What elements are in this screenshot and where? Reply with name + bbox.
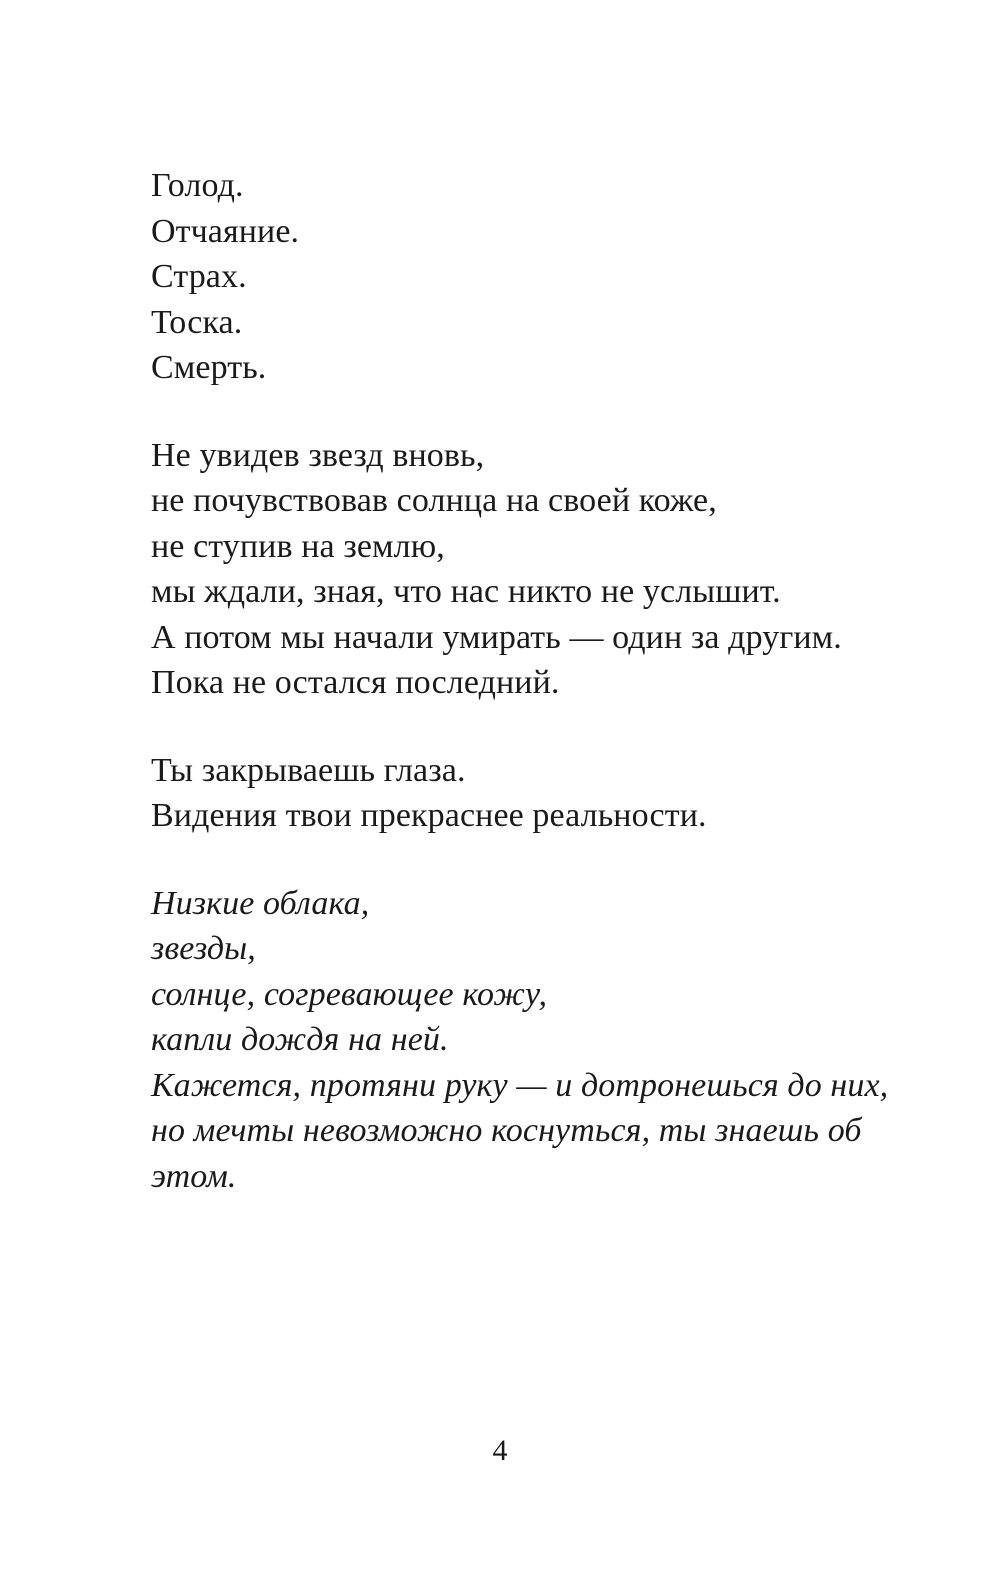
- stanza-line: Не увидев звезд вновь,: [151, 436, 485, 474]
- stanza-line: Отчаяние.: [151, 212, 300, 250]
- stanza-line: этом.: [151, 1157, 237, 1195]
- stanza-line: Низкие облака,: [151, 884, 370, 922]
- stanza-3: [151, 748, 891, 839]
- stanza-line: Пока не остался последний.: [151, 664, 560, 701]
- stanza-line: Голод.: [151, 167, 244, 204]
- stanza-line: Ты закрываешь глаза.: [151, 751, 466, 789]
- stanza-line: Страх.: [151, 258, 247, 295]
- stanza-line: звезды,: [151, 930, 256, 967]
- stanza-2: [151, 433, 891, 706]
- stanza-line: капли дождя на ней.: [151, 1021, 449, 1058]
- stanza-line: не ступив на землю,: [151, 527, 445, 565]
- stanza-line: Кажется, протяни руку — и дотронешься до них,: [151, 1066, 889, 1104]
- stanza-1: [151, 163, 891, 391]
- stanza-4-italic: [151, 881, 891, 1200]
- poem-text: [151, 163, 891, 1241]
- stanza-line: не почувствовав солнца на своей коже,: [151, 482, 717, 519]
- stanza-line: Тоска.: [151, 303, 243, 341]
- stanza-line: мы ждали, зная, что нас никто не услышит.: [151, 573, 781, 610]
- stanza-line: но мечты невозможно коснуться, ты знаешь об: [151, 1112, 862, 1149]
- page-number: 4: [492, 1434, 508, 1467]
- stanza-line: Видения твои прекраснее реальности.: [151, 797, 707, 834]
- stanza-line: солнце, согревающее кожу,: [151, 975, 548, 1013]
- stanza-line: Смерть.: [151, 349, 267, 386]
- stanza-line: А потом мы начали умирать — один за другим.: [151, 618, 842, 656]
